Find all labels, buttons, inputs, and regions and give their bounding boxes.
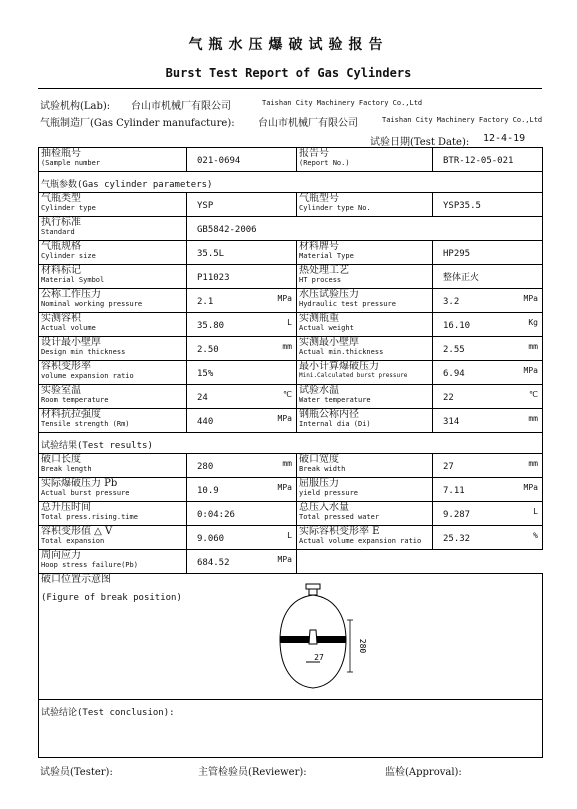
ver-label: 容积变形率 volume expansion ratio [39, 361, 187, 385]
approval-label: 监检(Approval): [385, 767, 462, 778]
actual-thk-label: 实测最小壁厚 Actual min.thickness [297, 337, 433, 361]
standard-label: 执行标准 Standard [39, 217, 187, 241]
hoop-blank [297, 550, 543, 574]
weight-value: 16.10 Kg [433, 313, 543, 337]
break-len-label: 破口长度 Break length [39, 454, 187, 478]
report-no-label: 报告号 (Report No.) [297, 148, 433, 172]
rise-time-value: 0:04:26 [187, 502, 297, 526]
size-label: 气瓶规格 Cylinder size [39, 241, 187, 265]
dim-length-label: 280 [358, 638, 367, 654]
break-width-value: 27 mm [433, 454, 543, 478]
conclusion-label: 试验结论(Test conclusion): [41, 708, 175, 718]
mat-symbol-label: 材料标记 Material Symbol [39, 265, 187, 289]
hoop-label: 周向应力 Hoop stress failure(Pb) [39, 550, 187, 574]
rise-time-label: 总升压时间 Total press.rising.time [39, 502, 187, 526]
valve-top [306, 584, 320, 589]
design-thk-label: 设计最小壁厚 Design min thickness [39, 337, 187, 361]
conclusion-cell [39, 700, 543, 758]
material-value: HP295 [433, 241, 543, 265]
volume-value: 35.80 L [187, 313, 297, 337]
tester-label: 试验员(Tester): [40, 767, 113, 778]
ht-label: 热处理工艺 HT process [297, 265, 433, 289]
lab-cn: 台山市机械厂有限公司 [131, 101, 231, 112]
total-exp-label: 容积变形值 △ V Total expansion [39, 526, 187, 550]
burst-p-value: 10.9 MPa [187, 478, 297, 502]
reviewer-label: 主管检验员(Reviewer): [198, 767, 307, 778]
sample-no-value: 021-0694 [187, 148, 297, 172]
volume-label: 实测容积 Actual volume [39, 313, 187, 337]
calc-burst-value: 6.94 MPa [433, 361, 543, 385]
maker-label: 气瓶制造厂(Gas Cylinder manufacture): [40, 118, 235, 129]
cyl-type-value: YSP [187, 193, 297, 217]
cylinder-figure [276, 582, 366, 694]
break-pos-en: (Figure of break position) [41, 593, 182, 603]
params-header: 气瓶参数(Gas cylinder parameters) [39, 172, 543, 193]
material-label: 材料牌号 Material Type [297, 241, 433, 265]
total-exp-value: 9.060 L [187, 526, 297, 550]
ver-value: 15% [187, 361, 297, 385]
act-ver-value: 25.32 % [433, 526, 543, 550]
tensile-label: 材料抗拉强度 Tensile strength (Rm) [39, 409, 187, 433]
break-pos-cn: 破口位置示意图 [41, 574, 111, 585]
size-value: 35.5L [187, 241, 297, 265]
nwp-value: 2.1 MPa [187, 289, 297, 313]
sample-no-label: 抽检瓶号 (Sample number [39, 148, 187, 172]
htp-label: 水压试验压力 Hydraulic test pressure [297, 289, 433, 313]
cyl-type-no-value: YSP35.5 [433, 193, 543, 217]
test-date-label: 试验日期(Test Date): [370, 137, 470, 148]
water-temp-label: 试验水温 Water temperature [297, 385, 433, 409]
lab-en: Taishan City Machinery Factory Co.,Ltd [262, 99, 423, 107]
room-temp-value: 24 ℃ [187, 385, 297, 409]
weight-label: 实测瓶重 Actual weight [297, 313, 433, 337]
lab-label: 试验机构(Lab): [40, 101, 111, 112]
hoop-value: 684.52 MPa [187, 550, 297, 574]
break-len-value: 280 mm [187, 454, 297, 478]
htp-value: 3.2 MPa [433, 289, 543, 313]
title-en: Burst Test Report of Gas Cylinders [165, 66, 412, 80]
act-ver-label: 实际容积变形率 E Actual volume expansion ratio [297, 526, 433, 550]
burst-p-label: 实际爆破压力 Pb Actual burst pressure [39, 478, 187, 502]
design-thk-value: 2.50 mm [187, 337, 297, 361]
tensile-value: 440 MPa [187, 409, 297, 433]
water-temp-value: 22 ℃ [433, 385, 543, 409]
yield-p-label: 屈服压力 yield pressure [297, 478, 433, 502]
actual-thk-value: 2.55 mm [433, 337, 543, 361]
title-rule [38, 88, 542, 89]
room-temp-label: 实验室温 Room temperature [39, 385, 187, 409]
inner-dia-label: 钢瓶公称内径 Internal dia (Di) [297, 409, 433, 433]
break-opening [309, 630, 317, 644]
valve-neck [309, 589, 317, 595]
dim-width-label: 27 [314, 653, 324, 662]
results-header: 试验结果(Test results) [39, 433, 543, 454]
break-width-label: 破口宽度 Break width [297, 454, 433, 478]
cyl-type-no-label: 气瓶型号 Cylinder type No. [297, 193, 433, 217]
maker-en: Taishan City Machinery Factory Co.,Ltd [382, 116, 543, 124]
yield-p-value: 7.11 MPa [433, 478, 543, 502]
standard-value: GB5842-2006 [187, 217, 543, 241]
title-cn: 气瓶水压爆破试验报告 [188, 37, 389, 53]
nwp-label: 公称工作压力 Nominal working pressure [39, 289, 187, 313]
ht-value: 整体正火 [433, 265, 543, 289]
report-no-value: BTR-12-05-021 [433, 148, 543, 172]
mat-symbol-value: P11023 [187, 265, 297, 289]
calc-burst-label: 最小计算爆破压力 Mini.Calculated burst pressure [297, 361, 433, 385]
cyl-type-label: 气瓶类型 Cylinder type [39, 193, 187, 217]
test-date: 12-4-19 [483, 133, 526, 144]
water-in-value: 9.287 L [433, 502, 543, 526]
maker-cn: 台山市机械厂有限公司 [258, 118, 358, 129]
inner-dia-value: 314 mm [433, 409, 543, 433]
water-in-label: 总压入水量 Total pressed water [297, 502, 433, 526]
